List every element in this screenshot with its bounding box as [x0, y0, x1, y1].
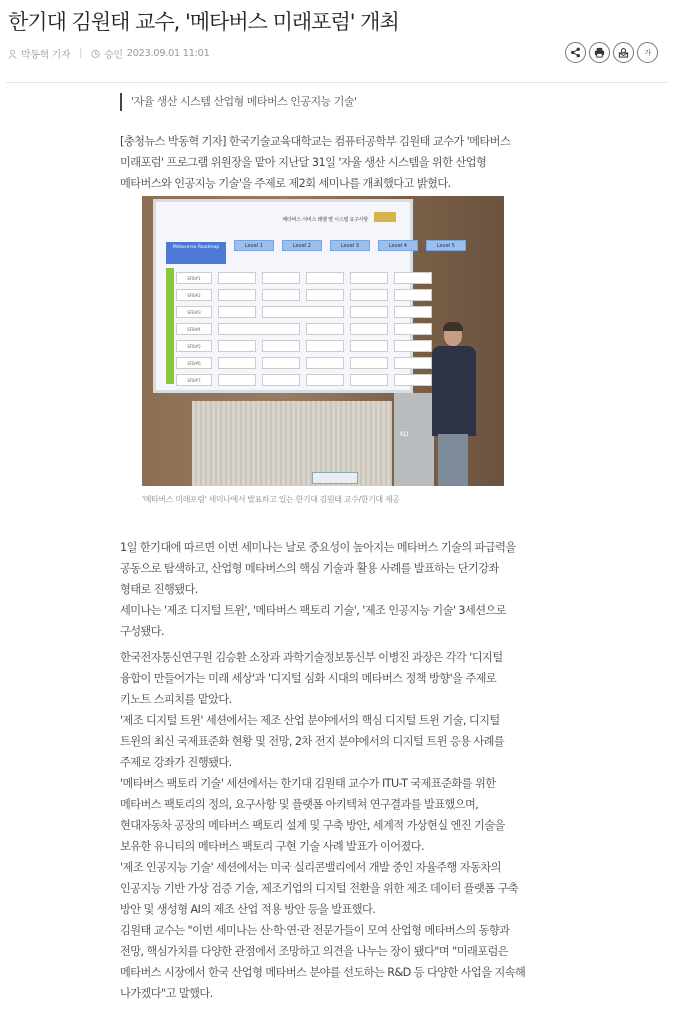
slide-table: [176, 272, 432, 391]
article-paragraph: '메타버스 팩토리 기술' 세션에서는 한기대 김원태 교수가 ITU-T 국제표준화를 위한 메타버스 팩토리의 정의, 요구사항 및 플랫폼 아키텍쳐 연구결과를 발표했으며, 현대자동차 공장의 메타버스 팩토리 설계 및 구축 방안, 세계적 가상현실 엔진 기술을 보유한 유니티의 메타버스 팩토리 구현 기술 사례 발표가 이어졌다.: [120, 777, 505, 853]
slide-row-label: SFB#5: [176, 340, 212, 352]
article-paragraph: '제조 디지털 트윈' 세션에서는 제조 산업 분야에서의 핵심 디지털 트윈 기술, 디지털 트윈의 최신 국제표준화 현황 및 전망, 2차 전지 분야에서의 디지털 트윈 응용 사례를 주제로 강좌가 진행됐다.: [120, 714, 505, 769]
publish-datetime: 2023.09.01 11:01: [126, 48, 210, 59]
article-paragraph: [충청뉴스 박동혁 기자] 한국기술교육대학교는 컴퓨터공학부 김원태 교수가 '메타버스 미래포럼' 프로그램 위원장을 맡아 지난달 31일 '자율 생산 시스템을 위한 산업형 메타버스와 인공지능 기술'을 주제로 제2회 세미나를 개최했다고 밝혔다.: [120, 135, 511, 190]
slide-level: Level 4: [378, 240, 418, 251]
slide-level: Level 3: [330, 240, 370, 251]
slide-row-label: SFB#7: [176, 374, 212, 386]
article-paragraph: 1일 한기대에 따르면 이번 세미나는 날로 중요성이 높아지는 메타버스 기술의 파급력을 공동으로 탐색하고, 산업형 메타버스의 핵심 기술과 활용 사례를 발표하는 단기강좌 형태로 진행됐다.: [120, 541, 516, 596]
slide-row-label: SFB#1: [176, 272, 212, 284]
slide-row-label: SFB#3: [176, 306, 212, 318]
podium-logo: KD: [400, 431, 409, 438]
slide-level: Level 5: [426, 240, 466, 251]
approval-label: 승인: [104, 50, 123, 61]
share-button[interactable]: [565, 42, 586, 63]
article-headline: 한기대 김원태 교수, '메타버스 미래포럼' 개최: [8, 10, 399, 34]
person-icon: [8, 49, 17, 59]
slide-row-label: SFB#4: [176, 323, 212, 335]
font-size-button[interactable]: [637, 42, 658, 63]
font-size-label: 가: [644, 48, 651, 57]
slide-row-label: SFB#6: [176, 357, 212, 369]
table-nameplate: [312, 472, 358, 484]
speaker: [432, 324, 476, 486]
article-toolbar: [565, 42, 658, 63]
article-paragraph: 세미나는 '제조 디지털 트윈', '메타버스 팩토리 기술', '제조 인공지능 기술' 3세션으로 구성됐다.: [120, 604, 507, 638]
slide-level: Level 1: [234, 240, 274, 251]
podium: [394, 393, 434, 486]
article-paragraph: '제조 인공지능 기술' 세션에서는 미국 실리콘밸리에서 개발 중인 자율주행 자동차의 인공지능 기반 가상 검증 기술, 제조기업의 디지털 전환을 위한 제조 데이터 플랫폼 구축 방안 및 생성형 AI의 제조 산업 적용 방안 등을 발표했다.: [120, 861, 519, 916]
clock-icon: [91, 49, 100, 59]
slide-title: 메타버스 서비스 레벨 별 시스템 요구사항: [282, 217, 368, 223]
article-meta: [8, 46, 209, 61]
slide-roadmap-box: Metaverse Roadmap: [166, 242, 226, 264]
article-subheadline: '자율 생산 시스템 산업형 메타버스 인공지능 기술': [120, 93, 357, 111]
slide-logo: [374, 212, 396, 222]
stage-skirt: [192, 401, 392, 486]
header-divider: [6, 82, 668, 83]
slide-level: Level 2: [282, 240, 322, 251]
email-button[interactable]: [613, 42, 634, 63]
article-paragraph: 한국전자통신연구원 김승환 소장과 과학기술정보통신부 이병진 과장은 각각 '디지털 융합이 만들어가는 미래 세상'과 '디지털 심화 시대의 메타버스 정책 방향'을 주제로 키노트 스피치를 맡았다.: [120, 651, 503, 706]
projector-screen: [156, 202, 455, 390]
photo-caption: '메타버스 미래포럼' 세미나에서 발표하고 있는 한기대 김원태 교수/한기대 제공: [142, 495, 400, 504]
slide-green-bar: [166, 268, 174, 384]
slide-level-headers: [234, 240, 466, 251]
article-paragraph: 김원태 교수는 "이번 세미나는 산·학·연·관 전문가들이 모여 산업형 메타버스의 동향과 전망, 핵심가치를 다양한 관점에서 조망하고 의견을 나누는 장이 됐다"며 "미래포럼은 메타버스 시장에서 한국 산업형 메타버스 분야를 선도하는 R&D 등 다양한 사업을 지속해 나가겠다"고 말했다.: [120, 924, 526, 1000]
author-name: 박동혁 기자: [21, 50, 71, 61]
print-button[interactable]: [589, 42, 610, 63]
print-icon: [594, 47, 605, 58]
share-icon: [570, 47, 581, 58]
article-photo[interactable]: [142, 196, 504, 486]
meta-divider: |: [79, 48, 83, 59]
email-icon: [618, 47, 629, 58]
slide-row-label: SFB#2: [176, 289, 212, 301]
